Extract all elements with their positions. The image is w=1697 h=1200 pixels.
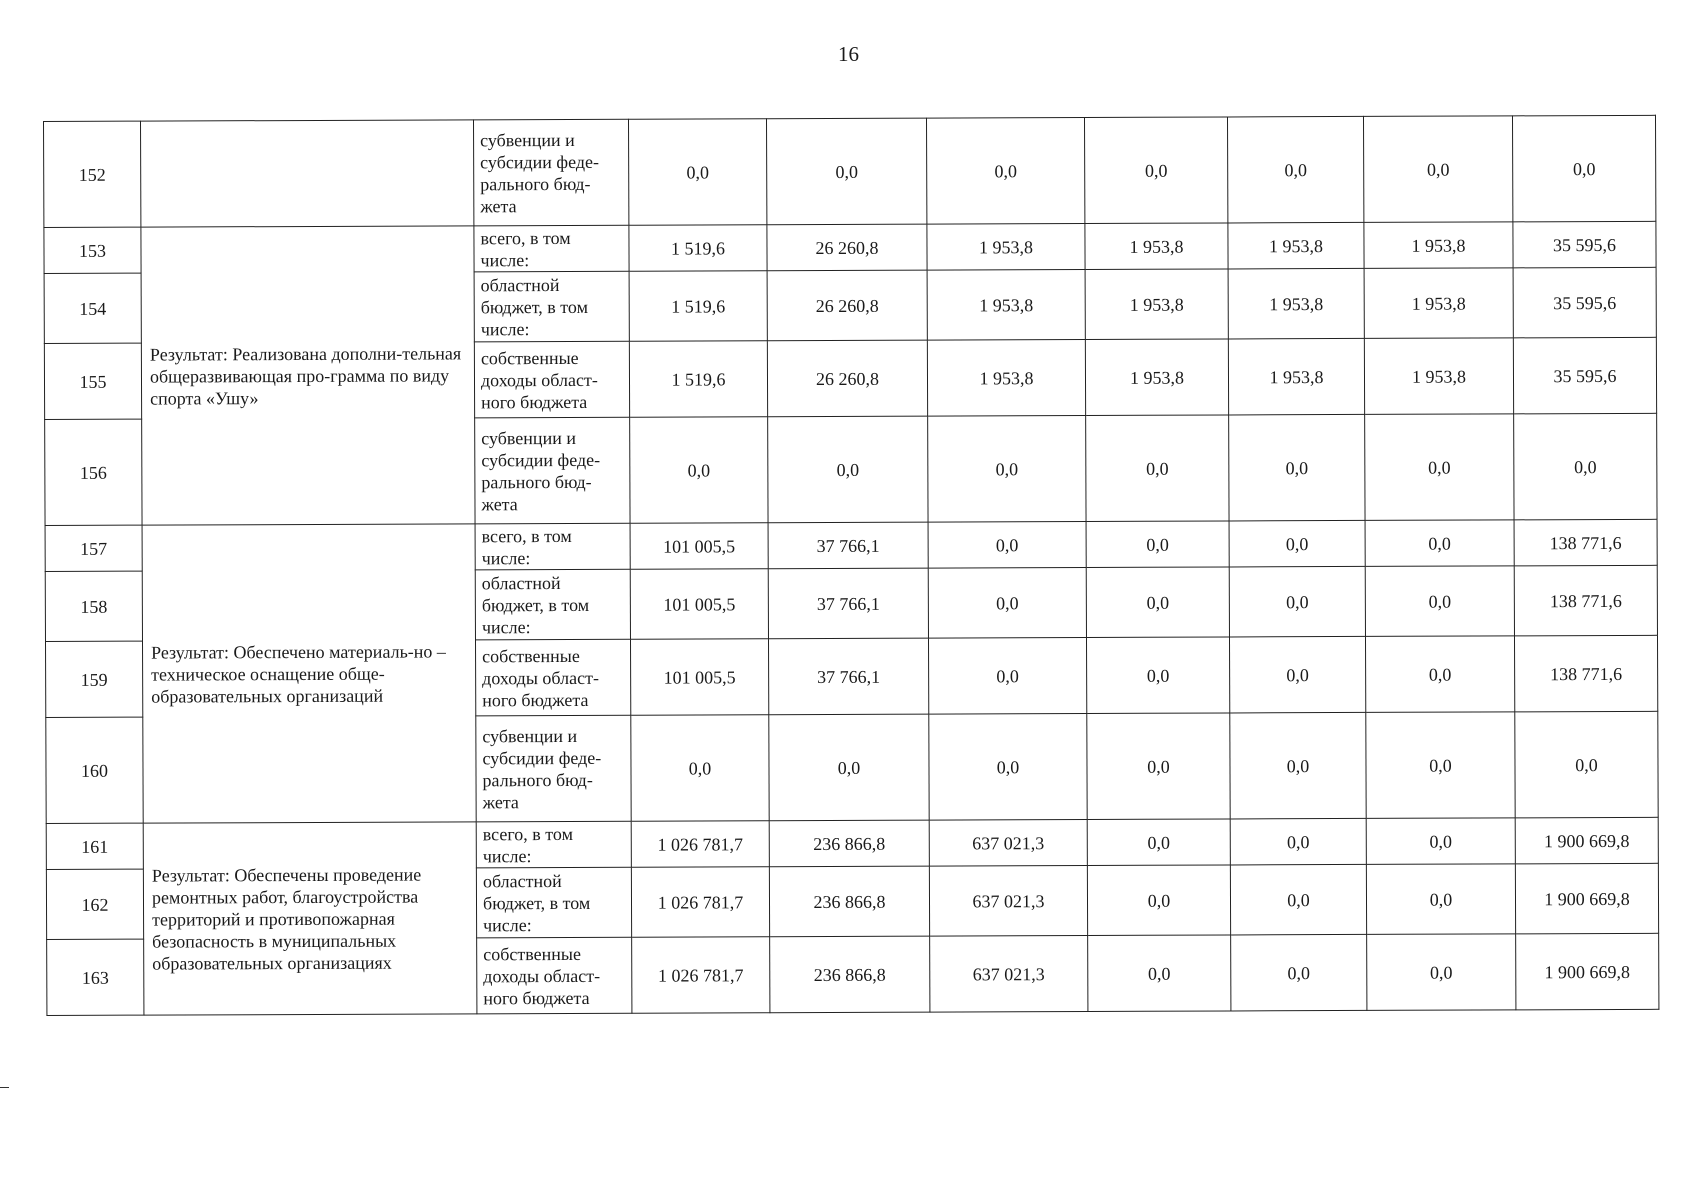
budget-table [43,115,1659,1016]
total-value: 35 595,6 [1513,337,1656,414]
row-number: 161 [46,823,143,869]
year-value: 0,0 [1365,636,1514,713]
year-value: 0,0 [1366,712,1515,819]
year-value: 0,0 [1086,521,1229,568]
funding-source: областной бюджет, в том числе: [476,867,631,938]
year-value: 1 026 781,7 [632,937,770,1014]
year-value: 0,0 [1086,567,1229,638]
year-value: 0,0 [1229,566,1365,637]
year-value: 0,0 [929,713,1087,820]
margin-mark [0,1087,9,1088]
year-value: 0,0 [1365,520,1514,567]
year-value: 0,0 [928,521,1086,568]
funding-source: всего, в том числе: [475,523,630,570]
total-value: 35 595,6 [1513,221,1656,268]
funding-source: всего, в том числе: [476,821,631,868]
year-value: 0,0 [630,417,768,524]
total-value: 0,0 [1514,413,1657,520]
funding-source: субвенции и субсидии феде-рального бюд-жета [475,417,630,524]
year-value: 236 866,8 [769,820,929,867]
funding-source: областной бюджет, в том числе: [474,271,629,342]
row-number: 162 [46,869,143,939]
year-value: 0,0 [1231,934,1367,1011]
year-value: 26 260,8 [767,224,927,271]
year-value: 0,0 [1086,415,1229,522]
page-number: 16 [838,42,859,66]
year-value: 1 953,8 [927,339,1085,416]
year-value: 1 953,8 [1364,338,1513,415]
year-value: 1 519,6 [629,341,767,418]
row-number: 153 [44,227,141,273]
year-value: 0,0 [768,416,928,523]
result-description [141,120,474,227]
year-value: 0,0 [1087,819,1230,866]
year-value: 101 005,5 [630,569,768,640]
result-description: Результат: Обеспечено материаль-но – техническое оснащение обще-образовательных организаций [142,524,476,823]
row-number: 160 [46,717,143,823]
year-value: 1 519,6 [629,225,767,272]
year-value: 0,0 [1227,116,1363,223]
row-number: 154 [44,273,141,343]
table-row [45,519,1657,571]
year-value: 0,0 [1230,712,1366,819]
year-value: 26 260,8 [767,340,927,417]
funding-source: всего, в том числе: [474,225,629,272]
table-row [46,817,1658,869]
year-value: 0,0 [926,118,1084,225]
year-value: 26 260,8 [767,270,927,341]
year-value: 1 953,8 [1228,268,1364,339]
year-value: 0,0 [1088,935,1231,1012]
row-number: 158 [45,571,142,641]
year-value: 0,0 [1229,414,1365,521]
year-value: 0,0 [1365,414,1514,521]
year-value: 0,0 [1084,117,1227,224]
year-value: 0,0 [628,119,766,226]
result-description: Результат: Обеспечены проведение ремонтных работ, благоустройства территорий и противопожарная безопасность в муниципальных образовательных организациях [143,822,477,1015]
year-value: 1 953,8 [1364,268,1513,339]
year-value: 0,0 [928,415,1086,522]
year-value: 1 953,8 [927,269,1085,340]
funding-source: субвенции и субсидии феде-ральнoго бюд-жета [473,119,628,226]
year-value: 0,0 [1363,116,1512,223]
year-value: 1 953,8 [1228,222,1364,269]
total-value: 1 900 669,8 [1515,863,1658,934]
year-value: 0,0 [1229,636,1365,713]
year-value: 1 026 781,7 [631,821,769,868]
funding-source: областной бюджет, в том числе: [475,569,630,640]
year-value: 0,0 [1365,566,1514,637]
total-value: 35 595,6 [1513,267,1656,338]
year-value: 0,0 [928,637,1086,714]
row-number: 163 [47,939,144,1015]
total-value: 0,0 [1512,115,1655,222]
row-number: 152 [44,121,141,227]
year-value: 101 005,5 [630,639,768,716]
table-row [44,115,1656,227]
total-value: 138 771,6 [1514,519,1657,566]
row-number: 155 [44,343,141,419]
row-number: 159 [45,641,142,717]
year-value: 101 005,5 [630,523,768,570]
year-value: 0,0 [1367,934,1516,1011]
funding-source: собственные доходы област-ного бюджета [477,937,632,1014]
year-value: 236 866,8 [769,866,929,937]
row-number: 156 [45,419,142,525]
year-value: 0,0 [1087,713,1230,820]
year-value: 0,0 [1087,865,1230,936]
budget-table-wrapper [43,115,1658,1016]
year-value: 0,0 [769,714,929,821]
year-value: 1 953,8 [927,224,1085,271]
year-value: 0,0 [1229,520,1365,567]
year-value: 0,0 [1366,864,1515,935]
total-value: 138 771,6 [1514,565,1657,636]
year-value: 0,0 [1230,818,1366,865]
year-value: 0,0 [766,118,926,225]
year-value: 0,0 [631,715,769,822]
year-value: 37 766,1 [768,522,928,569]
year-value: 1 953,8 [1085,269,1228,340]
year-value: 1 519,6 [629,271,767,342]
year-value: 37 766,1 [768,568,928,639]
year-value: 1 953,8 [1364,222,1513,269]
year-value: 1 953,8 [1228,338,1364,415]
budget-table-body [44,115,1659,1015]
total-value: 1 900 669,8 [1515,817,1658,864]
year-value: 1 953,8 [1085,223,1228,270]
year-value: 1 953,8 [1085,339,1228,416]
year-value: 37 766,1 [768,638,928,715]
year-value: 0,0 [1086,637,1229,714]
year-value: 1 026 781,7 [631,867,769,938]
year-value: 637 021,3 [930,935,1088,1012]
funding-source: собственные доходы област-ного бюджета [475,639,630,716]
total-value: 138 771,6 [1514,635,1657,712]
result-description: Результат: Реализована дополни-тельная общеразвивающая про-грамма по виду спорта «Ушу» [141,226,475,525]
total-value: 1 900 669,8 [1516,933,1659,1010]
year-value: 0,0 [1230,864,1366,935]
year-value: 0,0 [928,567,1086,638]
table-row [44,221,1656,273]
year-value: 637 021,3 [929,819,1087,866]
total-value: 0,0 [1515,711,1658,818]
year-value: 236 866,8 [770,936,930,1013]
year-value: 0,0 [1366,818,1515,865]
funding-source: субвенции и субсидии феде-рального бюд-жета [476,715,631,822]
row-number: 157 [45,525,142,571]
funding-source: собственные доходы област-ного бюджета [474,341,629,418]
year-value: 637 021,3 [929,865,1087,936]
